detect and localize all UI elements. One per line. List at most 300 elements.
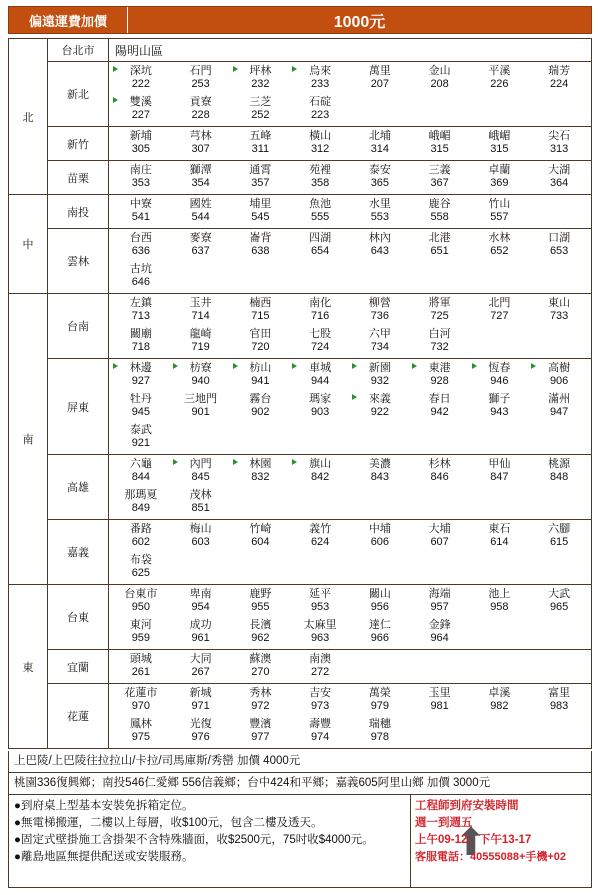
district-name: 霧台 xyxy=(249,393,272,405)
district-name: 南化 xyxy=(309,297,332,309)
table-row xyxy=(9,359,592,455)
district-cells-kaohsiung xyxy=(109,455,592,520)
city-label-taipei: 台北市 xyxy=(48,39,109,62)
district-name: 新埔 xyxy=(129,130,152,142)
district-zipcode: 716 xyxy=(310,310,330,322)
district-cell xyxy=(290,586,350,617)
district-cell xyxy=(410,685,470,716)
district-name: 三地門 xyxy=(184,393,218,405)
district-name: 大同 xyxy=(189,653,212,665)
district-zipcode: 851 xyxy=(191,502,210,514)
district-cell xyxy=(410,360,470,391)
district-name: 南澳 xyxy=(309,653,332,665)
district-zipcode: 313 xyxy=(549,143,569,155)
city-label-yunlin: 雲林 xyxy=(48,229,109,294)
district-name: 來義 xyxy=(368,393,391,405)
district-cell xyxy=(529,456,589,487)
district-name: 烏來 xyxy=(309,65,332,77)
district-name: 瑞芳 xyxy=(548,65,571,77)
district-name: 官田 xyxy=(249,328,272,340)
district-zipcode: 957 xyxy=(430,601,449,613)
district-cells-pingtung xyxy=(109,359,592,455)
district-name: 新園 xyxy=(368,362,391,374)
district-yangmingshan: 陽明山區 xyxy=(115,43,164,58)
district-name: 六龜 xyxy=(129,458,152,470)
district-zipcode: 637 xyxy=(191,245,210,257)
district-name: 大埔 xyxy=(428,523,451,535)
district-zipcode: 720 xyxy=(251,341,270,353)
service-phone xyxy=(415,849,587,866)
district-name: 東山 xyxy=(548,297,571,309)
district-zipcode: 725 xyxy=(430,310,449,322)
district-name: 杉林 xyxy=(428,458,451,470)
district-name: 豐濱 xyxy=(249,718,272,730)
district-cells-taitung xyxy=(109,585,592,650)
district-name: 長濱 xyxy=(249,619,272,631)
district-zipcode: 615 xyxy=(549,536,569,548)
district-cell xyxy=(111,128,171,159)
district-zipcode: 932 xyxy=(370,375,390,387)
district-name: 番路 xyxy=(129,523,152,535)
district-cell xyxy=(111,295,171,326)
district-cell xyxy=(111,521,171,552)
district-zipcode: 646 xyxy=(131,276,151,288)
district-name: 牡丹 xyxy=(129,393,152,405)
district-zipcode: 950 xyxy=(131,601,151,613)
district-zipcode: 724 xyxy=(310,341,330,353)
district-zipcode: 965 xyxy=(549,601,569,613)
district-name: 玉井 xyxy=(189,297,212,309)
district-name: 六甲 xyxy=(368,328,391,340)
district-cells-chiayi xyxy=(109,520,592,585)
district-name: 將軍 xyxy=(428,297,451,309)
district-cell xyxy=(111,422,171,453)
district-zipcode: 974 xyxy=(310,731,330,743)
district-zipcode: 732 xyxy=(430,341,449,353)
district-cells-yunlin xyxy=(109,229,592,294)
district-cell xyxy=(231,617,291,648)
district-name: 苑裡 xyxy=(309,164,332,176)
district-cell xyxy=(290,196,350,227)
district-zipcode: 964 xyxy=(430,632,449,644)
district-name: 石碇 xyxy=(309,96,332,108)
note-item: 上巴陵/上巴陵往拉拉山/卡拉/司馬庫斯/秀巒 加價 4000元 xyxy=(14,755,301,767)
district-name: 竹山 xyxy=(488,198,511,210)
district-name: 三芝 xyxy=(249,96,272,108)
district-name: 內門 xyxy=(189,458,212,470)
district-cell xyxy=(171,716,231,747)
district-zipcode: 545 xyxy=(251,211,270,223)
service-hours: 上午09-12；下午13-17 xyxy=(415,834,532,846)
district-zipcode: 955 xyxy=(251,601,270,613)
district-name: 恆春 xyxy=(488,362,511,374)
district-cell xyxy=(171,521,231,552)
district-name: 林園 xyxy=(249,458,272,470)
district-zipcode: 252 xyxy=(251,109,270,121)
district-name: 口湖 xyxy=(548,232,571,244)
district-zipcode: 944 xyxy=(310,375,330,387)
table-row xyxy=(9,455,592,520)
district-zipcode: 253 xyxy=(191,78,210,90)
table-row xyxy=(9,62,592,127)
district-cell xyxy=(470,295,530,326)
district-cell xyxy=(111,487,171,518)
district-name: 枋寮 xyxy=(189,362,212,374)
city-label-miaoli: 苗栗 xyxy=(48,161,109,195)
district-zipcode: 604 xyxy=(251,536,270,548)
region-table xyxy=(8,38,592,749)
district-zipcode: 956 xyxy=(370,601,390,613)
district-name: 竹崎 xyxy=(249,523,272,535)
district-zipcode: 941 xyxy=(251,375,270,387)
district-cell xyxy=(470,128,530,159)
district-zipcode: 232 xyxy=(251,78,270,90)
district-cell xyxy=(410,456,470,487)
district-zipcode: 208 xyxy=(430,78,449,90)
district-name: 獅子 xyxy=(488,393,511,405)
district-cell xyxy=(410,391,470,422)
district-name: 金山 xyxy=(428,65,451,77)
district-zipcode: 927 xyxy=(131,375,151,387)
district-name: 花蓮市 xyxy=(124,687,158,699)
district-name: 中寮 xyxy=(129,198,152,210)
district-name: 金鋒 xyxy=(428,619,451,631)
district-cells-yilan xyxy=(109,650,592,684)
district-zipcode: 614 xyxy=(490,536,509,548)
district-zipcode: 314 xyxy=(370,143,390,155)
district-cell xyxy=(171,391,231,422)
district-cell xyxy=(111,94,171,125)
city-label-pingtung: 屏東 xyxy=(48,359,109,455)
district-name: 尖石 xyxy=(548,130,571,142)
district-cell xyxy=(231,391,291,422)
district-name: 秀林 xyxy=(249,687,272,699)
district-cell xyxy=(231,360,291,391)
district-zipcode: 983 xyxy=(549,700,569,712)
district-cell xyxy=(529,360,589,391)
district-name: 大湖 xyxy=(548,164,571,176)
service-weekdays: 週一到週五 xyxy=(415,817,473,829)
district-zipcode: 270 xyxy=(251,666,270,678)
district-cell xyxy=(171,196,231,227)
district-name: 新城 xyxy=(189,687,212,699)
district-cell xyxy=(111,326,171,357)
district-zipcode: 638 xyxy=(251,245,270,257)
district-cells-taipei xyxy=(109,39,592,62)
district-zipcode: 959 xyxy=(131,632,151,644)
service-info-panel xyxy=(411,795,591,887)
district-zipcode: 906 xyxy=(549,375,569,387)
district-zipcode: 653 xyxy=(549,245,569,257)
district-name: 太麻里 xyxy=(303,619,337,631)
district-name: 五峰 xyxy=(249,130,272,142)
district-zipcode: 312 xyxy=(310,143,330,155)
district-cell xyxy=(470,456,530,487)
district-zipcode: 305 xyxy=(131,143,151,155)
district-zipcode: 227 xyxy=(131,109,151,121)
district-zipcode: 971 xyxy=(191,700,210,712)
district-zipcode: 222 xyxy=(131,78,151,90)
district-cell xyxy=(231,456,291,487)
district-cell xyxy=(231,63,291,94)
table-row xyxy=(9,650,592,684)
district-zipcode: 557 xyxy=(490,211,509,223)
district-name: 那瑪夏 xyxy=(124,489,158,501)
district-zipcode: 651 xyxy=(430,245,449,257)
table-row xyxy=(9,229,592,294)
district-name: 瑪家 xyxy=(309,393,332,405)
city-label-nantou: 南投 xyxy=(48,195,109,229)
terms-bullet-list xyxy=(9,795,411,887)
district-cell xyxy=(290,360,350,391)
district-zipcode: 602 xyxy=(131,536,151,548)
district-cells-tainan xyxy=(109,294,592,359)
district-cell xyxy=(290,63,350,94)
district-cell xyxy=(290,230,350,261)
district-cell xyxy=(410,295,470,326)
district-zipcode: 223 xyxy=(310,109,330,121)
district-cell xyxy=(171,360,231,391)
district-zipcode: 973 xyxy=(310,700,330,712)
district-name: 關廟 xyxy=(129,328,152,340)
district-zipcode: 369 xyxy=(490,177,509,189)
district-zipcode: 555 xyxy=(310,211,330,223)
district-name: 三義 xyxy=(428,164,451,176)
district-cell xyxy=(350,685,410,716)
district-cell xyxy=(171,651,231,682)
district-zipcode: 353 xyxy=(131,177,151,189)
district-zipcode: 940 xyxy=(191,375,210,387)
district-cell xyxy=(231,230,291,261)
district-cell xyxy=(529,162,589,193)
district-cell xyxy=(231,326,291,357)
district-name: 大武 xyxy=(548,588,571,600)
district-cell xyxy=(171,586,231,617)
service-terms-section xyxy=(8,795,592,888)
district-name: 車城 xyxy=(309,362,332,374)
district-name: 卑南 xyxy=(189,588,212,600)
district-name: 泰安 xyxy=(368,164,391,176)
district-name: 北港 xyxy=(428,232,451,244)
district-name: 橫山 xyxy=(309,130,332,142)
district-name: 六腳 xyxy=(548,523,571,535)
district-name: 魚池 xyxy=(309,198,332,210)
district-zipcode: 734 xyxy=(370,341,390,353)
district-cell xyxy=(410,326,470,357)
district-zipcode: 946 xyxy=(490,375,509,387)
district-name: 麥寮 xyxy=(189,232,212,244)
district-cell xyxy=(111,162,171,193)
district-zipcode: 233 xyxy=(310,78,330,90)
district-cell xyxy=(171,94,231,125)
district-zipcode: 972 xyxy=(251,700,270,712)
district-zipcode: 364 xyxy=(549,177,569,189)
district-name: 峨嵋 xyxy=(488,130,511,142)
district-cell xyxy=(290,651,350,682)
district-cell xyxy=(470,196,530,227)
district-zipcode: 713 xyxy=(131,310,151,322)
district-cell xyxy=(470,63,530,94)
district-zipcode: 544 xyxy=(191,211,210,223)
arrow-up-icon: ⬆ xyxy=(455,820,487,864)
district-cell xyxy=(111,63,171,94)
district-name: 滿州 xyxy=(548,393,571,405)
district-name: 深坑 xyxy=(129,65,152,77)
table-row xyxy=(9,161,592,195)
district-name: 東河 xyxy=(129,619,152,631)
district-cell xyxy=(529,521,589,552)
district-name: 北埔 xyxy=(368,130,391,142)
district-cell xyxy=(529,391,589,422)
district-name: 蘇澳 xyxy=(249,653,272,665)
district-zipcode: 978 xyxy=(370,731,390,743)
district-zipcode: 846 xyxy=(430,471,449,483)
district-name: 鳳林 xyxy=(129,718,152,730)
district-name: 國姓 xyxy=(189,198,212,210)
district-zipcode: 625 xyxy=(131,567,151,579)
district-cell xyxy=(231,651,291,682)
district-cell xyxy=(231,685,291,716)
city-label-newtaipei: 新北 xyxy=(48,62,109,127)
district-cell xyxy=(529,586,589,617)
district-cell xyxy=(231,162,291,193)
district-name: 延平 xyxy=(309,588,332,600)
district-cell xyxy=(171,295,231,326)
district-name: 壽豐 xyxy=(309,718,332,730)
district-zipcode: 357 xyxy=(251,177,270,189)
district-cell xyxy=(470,685,530,716)
district-zipcode: 727 xyxy=(490,310,509,322)
table-row xyxy=(9,127,592,161)
city-label-tainan: 台南 xyxy=(48,294,109,359)
district-name: 台西 xyxy=(129,232,152,244)
region-label-central: 中 xyxy=(9,195,48,294)
district-name: 旗山 xyxy=(309,458,332,470)
district-zipcode: 315 xyxy=(490,143,509,155)
district-name: 義竹 xyxy=(309,523,332,535)
district-zipcode: 228 xyxy=(191,109,210,121)
district-cell xyxy=(470,360,530,391)
district-zipcode: 922 xyxy=(370,406,390,418)
district-zipcode: 982 xyxy=(490,700,509,712)
district-cell xyxy=(350,162,410,193)
district-name: 達仁 xyxy=(368,619,391,631)
district-cell xyxy=(410,521,470,552)
district-cell xyxy=(529,63,589,94)
district-cell xyxy=(350,295,410,326)
district-name: 柳營 xyxy=(368,297,391,309)
district-zipcode: 224 xyxy=(549,78,569,90)
district-cell xyxy=(231,295,291,326)
district-cell xyxy=(231,128,291,159)
city-label-yilan: 宜蘭 xyxy=(48,650,109,684)
table-row xyxy=(9,520,592,585)
district-zipcode: 654 xyxy=(310,245,330,257)
district-cell xyxy=(470,162,530,193)
district-zipcode: 624 xyxy=(310,536,330,548)
service-title: 工程師到府安裝時間 xyxy=(415,800,519,812)
list-item: ●固定式壁掛施工含掛架不含特殊牆面，收$2500元，75吋收$4000元。 xyxy=(14,834,374,846)
district-name: 崙背 xyxy=(249,232,272,244)
district-name: 白河 xyxy=(428,328,451,340)
district-cell xyxy=(350,521,410,552)
header-price-label: 1000元 xyxy=(127,7,591,33)
district-name: 桃源 xyxy=(548,458,571,470)
district-cell xyxy=(410,63,470,94)
district-name: 萬里 xyxy=(368,65,391,77)
district-name: 東石 xyxy=(488,523,511,535)
district-cell xyxy=(470,586,530,617)
district-cell xyxy=(290,326,350,357)
district-zipcode: 928 xyxy=(430,375,449,387)
district-cell xyxy=(350,230,410,261)
district-name: 卓蘭 xyxy=(488,164,511,176)
district-name: 布袋 xyxy=(129,554,152,566)
district-name: 美濃 xyxy=(368,458,391,470)
district-cell xyxy=(290,685,350,716)
table-row xyxy=(9,585,592,650)
district-name: 頭城 xyxy=(129,653,152,665)
district-name: 梅山 xyxy=(189,523,212,535)
district-cell xyxy=(529,685,589,716)
district-cell xyxy=(290,391,350,422)
district-zipcode: 943 xyxy=(490,406,509,418)
district-name: 左鎮 xyxy=(129,297,152,309)
table-row xyxy=(9,684,592,749)
city-label-hualien: 花蓮 xyxy=(48,684,109,749)
district-zipcode: 307 xyxy=(191,143,210,155)
district-cell xyxy=(111,716,171,747)
district-cell xyxy=(231,521,291,552)
district-zipcode: 945 xyxy=(131,406,151,418)
district-zipcode: 976 xyxy=(191,731,210,743)
district-zipcode: 714 xyxy=(191,310,210,322)
district-cell xyxy=(111,685,171,716)
region-table-body xyxy=(9,39,592,749)
district-cell xyxy=(350,196,410,227)
district-cell xyxy=(171,456,231,487)
district-zipcode: 975 xyxy=(131,731,151,743)
district-zipcode: 842 xyxy=(310,471,330,483)
header-bar xyxy=(8,6,592,34)
district-cell xyxy=(111,586,171,617)
note-item: 桃園336復興鄉；南投546仁愛鄉 556信義鄉；台中424和平鄉；嘉義605阿里山鄉 加價 3000元 xyxy=(9,772,591,794)
district-cell xyxy=(171,326,231,357)
district-zipcode: 311 xyxy=(251,143,270,155)
district-cell xyxy=(231,196,291,227)
district-cell xyxy=(529,295,589,326)
district-name: 吉安 xyxy=(309,687,332,699)
district-cell xyxy=(350,391,410,422)
district-name: 關山 xyxy=(368,588,391,600)
district-zipcode: 844 xyxy=(131,471,151,483)
surcharge-notes xyxy=(8,751,592,795)
district-zipcode: 847 xyxy=(490,471,509,483)
district-zipcode: 736 xyxy=(370,310,390,322)
region-label-south: 南 xyxy=(9,294,48,585)
district-cell xyxy=(350,360,410,391)
district-cell xyxy=(410,162,470,193)
district-zipcode: 970 xyxy=(131,700,151,712)
district-zipcode: 902 xyxy=(251,406,270,418)
district-cell xyxy=(410,128,470,159)
district-zipcode: 354 xyxy=(191,177,210,189)
district-cells-newtaipei xyxy=(109,62,592,127)
district-zipcode: 207 xyxy=(370,78,390,90)
district-name: 芎林 xyxy=(189,130,212,142)
list-item: ●離島地區無提供配送或安裝服務。 xyxy=(14,851,194,863)
district-zipcode: 367 xyxy=(430,177,449,189)
